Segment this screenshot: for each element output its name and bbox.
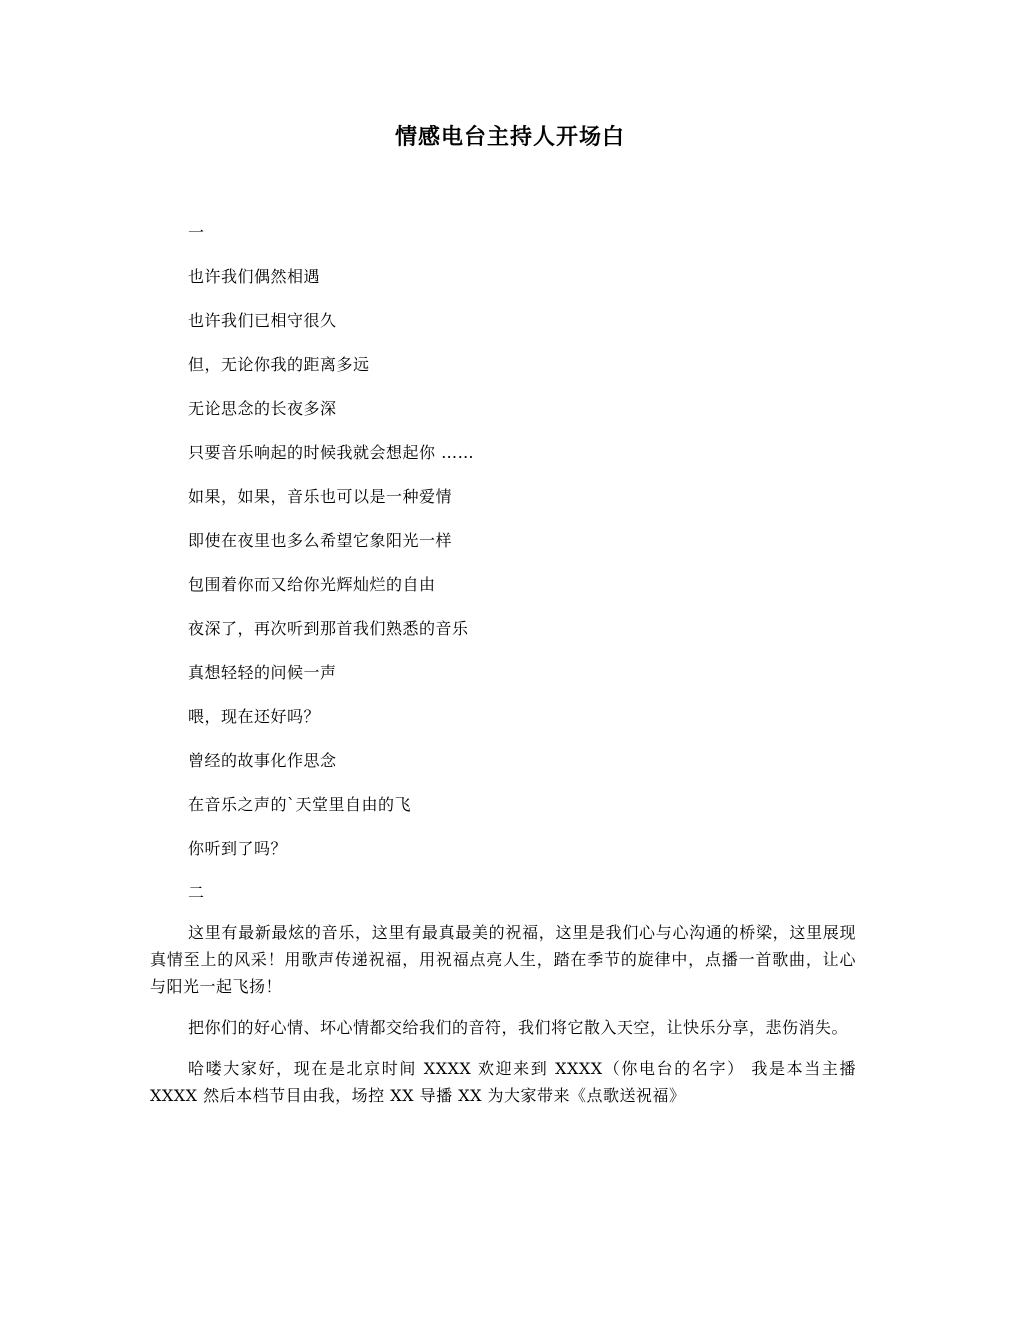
poem-line: 但，无论你我的距离多远 [188, 355, 370, 374]
poem-line: 你听到了吗？ [188, 839, 288, 858]
poem-line: 只要音乐响起的时候我就会想起你 …… [188, 443, 475, 462]
paragraph: 把你们的好心情、坏心情都交给我们的音符，我们将它散入天空，让快乐分享，悲伤消失。 [188, 1018, 849, 1037]
prose-section [150, 919, 856, 1123]
document-title: 情感电台主持人开场白 [394, 124, 625, 150]
section-two-marker: 二 [188, 883, 205, 902]
poem-line: 真想轻轻的问候一声 [188, 663, 337, 682]
poem-line: 夜深了，再次听到那首我们熟悉的音乐 [188, 619, 469, 638]
poem-line: 如果，如果，音乐也可以是一种爱情 [188, 487, 453, 506]
paragraph: 这里有最新最炫的音乐，这里有最真最美的祝福，这里是我们心与心沟通的桥梁，这里展现真情至上的风采！用歌声传递祝福，用祝福点亮人生，踏在季节的旋律中，点播一首歌曲，让心与阳光一起飞扬！ [150, 923, 856, 996]
poem-line: 曾经的故事化作思念 [188, 751, 337, 770]
paragraph: 哈喽大家好，现在是北京时间 XXXX 欢迎来到 XXXX（你电台的名字） 我是本当主播 XXXX 然后本档节目由我，场控 XX 导播 XX 为大家带来《点歌送祝福》 [150, 1059, 856, 1105]
poem-line: 也许我们偶然相遇 [188, 267, 321, 286]
poem-line: 即使在夜里也多么希望它象阳光一样 [188, 531, 453, 550]
poem-line: 无论思念的长夜多深 [188, 399, 337, 418]
poem-line: 喂，现在还好吗？ [188, 707, 321, 726]
poem-line: 也许我们已相守很久 [188, 311, 337, 330]
poem-section [188, 211, 868, 915]
poem-line: 包围着你而又给你光辉灿烂的自由 [188, 575, 436, 594]
poem-line: 在音乐之声的`天堂里自由的飞 [188, 795, 412, 814]
section-one-marker: 一 [188, 223, 205, 242]
